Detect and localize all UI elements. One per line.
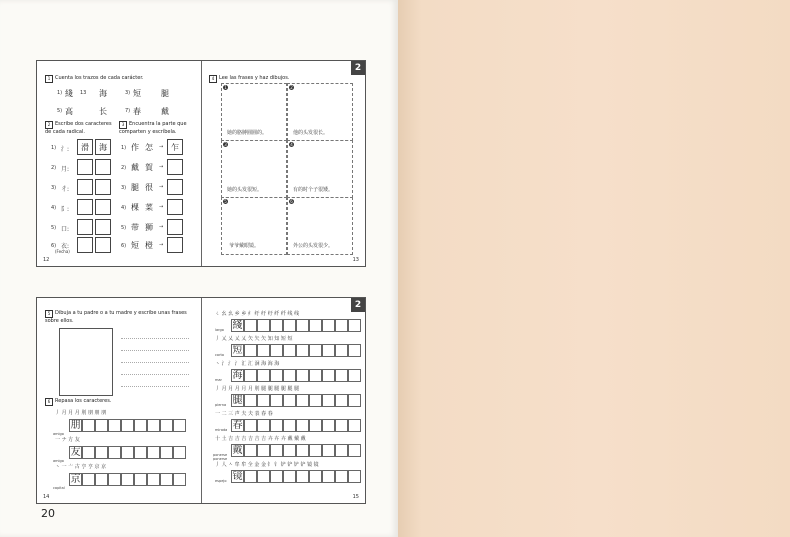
- exercise-text: Cuenta los trazos de cada carácter.: [55, 75, 144, 81]
- item-number: 6): [51, 243, 57, 249]
- item-number: 1): [51, 145, 57, 151]
- portrait-drawing-frame[interactable]: [59, 328, 113, 396]
- item-character: 橙: [145, 241, 153, 250]
- item-character: 很: [145, 183, 153, 192]
- answer-box[interactable]: [95, 237, 111, 253]
- exercise-text: Dibuja a tu padre o a tu madre y escribe unas frases sobre ellos.: [45, 310, 187, 324]
- item-character: 高: [65, 107, 73, 116]
- folio-number: 14: [43, 494, 50, 500]
- writing-line[interactable]: [121, 338, 189, 339]
- sentence-caption: 爷爷戴眼镜。: [229, 243, 260, 249]
- item-number: 2): [121, 165, 127, 171]
- model-character: 腿: [232, 395, 243, 406]
- item-circle: 1: [224, 85, 227, 90]
- stroke-order-sequence: 丶 氵 氵 氵 汇 汇 洄 海 海 海: [215, 361, 280, 367]
- radical-label: 月:: [61, 166, 70, 173]
- item-circle: 5: [224, 199, 227, 204]
- item-circle: 3: [224, 142, 227, 147]
- item-character: 带: [131, 223, 139, 232]
- page-number: 20: [41, 507, 55, 520]
- item-number: 1): [57, 90, 63, 96]
- arrow-icon: →: [159, 224, 164, 230]
- writing-line[interactable]: [121, 350, 189, 351]
- practice-grid-row[interactable]: [231, 470, 361, 483]
- spread-divider: [201, 298, 202, 503]
- folio-number: 12: [43, 257, 50, 263]
- arrow-icon: →: [159, 144, 164, 150]
- arrow-icon: →: [159, 204, 164, 210]
- stroke-count-answer: 13: [80, 90, 87, 96]
- radical-label: 衣:: [61, 243, 70, 250]
- model-character: 戴: [232, 445, 243, 456]
- writing-line[interactable]: [121, 386, 189, 387]
- character-meaning: mar: [215, 378, 222, 382]
- practice-grid-row[interactable]: [231, 419, 361, 432]
- item-character: 菜: [145, 203, 153, 212]
- exercise-text: Lee las frases y haz dibujos.: [219, 75, 290, 81]
- practice-grid-row[interactable]: [231, 344, 361, 357]
- arrow-icon: →: [159, 164, 164, 170]
- model-character: 友: [70, 447, 81, 458]
- model-character: 京: [70, 474, 81, 485]
- model-character: 镜: [232, 471, 243, 482]
- radical-label: 氵:: [61, 146, 70, 153]
- exercise-text: Repasa los caracteres.: [55, 398, 112, 404]
- answer-box[interactable]: [77, 159, 93, 175]
- radical-label: 阝:: [61, 206, 70, 213]
- model-character: 海: [232, 370, 243, 381]
- character-meaning: capital: [53, 486, 65, 490]
- item-character: 怎: [145, 143, 153, 152]
- item-number: 3): [51, 185, 57, 191]
- practice-grid-row[interactable]: [231, 394, 361, 407]
- date-note: (Fecha): [55, 249, 70, 254]
- item-character: 春: [133, 107, 141, 116]
- answer-character: 滑: [81, 143, 89, 152]
- item-number: 3): [121, 185, 127, 191]
- stroke-order-sequence: 丿 月 月 月 刖 朋 朋 朋: [55, 410, 107, 416]
- exercise-text: Encuentra la parte que comparten y escríbela.: [119, 121, 187, 135]
- practice-grid-row[interactable]: [231, 319, 361, 332]
- item-circle: 6: [290, 199, 293, 204]
- item-number: 4): [51, 205, 57, 211]
- answer-box[interactable]: [167, 159, 183, 175]
- item-character: 短: [131, 241, 139, 250]
- answer-box[interactable]: [167, 199, 183, 215]
- sentence-caption: 他的头发很长。: [293, 130, 329, 136]
- model-character: 短: [232, 345, 243, 356]
- character-meaning: corto: [215, 353, 225, 357]
- exercise-number: 6: [45, 398, 53, 406]
- answer-character: 乍: [171, 143, 179, 152]
- exercise-6-title: [45, 398, 195, 406]
- character-meaning: mirada: [215, 428, 228, 432]
- stroke-order-sequence: 丶 一 亠 古 亨 亨 京 京: [55, 464, 107, 470]
- item-number: 2): [51, 165, 57, 171]
- item-circle: 2: [290, 85, 293, 90]
- right-page-blank: [398, 0, 790, 537]
- sentence-caption: 有的时个子很矮。: [293, 187, 334, 193]
- workbook-spread-bottom: [36, 297, 366, 504]
- arrow-icon: →: [159, 242, 164, 248]
- answer-box[interactable]: [77, 139, 93, 155]
- item-character: 短: [133, 89, 141, 98]
- exercise-3-title: [119, 121, 197, 135]
- character-meaning: ponerse ponerse: [213, 453, 228, 461]
- unit-tab: 2: [351, 298, 365, 312]
- item-character: 腿: [131, 183, 139, 192]
- item-character: 狮: [145, 223, 153, 232]
- exercise-number: 4: [209, 75, 217, 83]
- radical-label: 口:: [61, 226, 70, 233]
- unit-tab: 2: [351, 61, 365, 75]
- exercise-5-title: [45, 310, 195, 324]
- item-number: 5): [51, 225, 57, 231]
- answer-box[interactable]: [95, 199, 111, 215]
- item-character: 长: [99, 107, 107, 116]
- item-character: 賀: [145, 163, 153, 172]
- character-meaning: amigo: [53, 459, 64, 463]
- answer-box[interactable]: [77, 179, 93, 195]
- item-number: 3): [125, 90, 131, 96]
- exercise-number: 2: [45, 121, 53, 129]
- arrow-icon: →: [159, 184, 164, 190]
- stroke-order-sequence: 丿 人 ㅅ 牟 牟 全 金 金 钅 钅 铲 铲 铲 铲 镜 镜: [215, 462, 319, 468]
- item-character: 腿: [161, 89, 169, 98]
- item-number: 7): [125, 108, 131, 114]
- character-meaning: pierna: [215, 403, 227, 407]
- item-character: 作: [131, 143, 139, 152]
- workbook-spread-top: [36, 60, 366, 267]
- answer-box[interactable]: [167, 179, 183, 195]
- spread-divider: [201, 61, 202, 266]
- exercise-number: 5: [45, 310, 53, 318]
- model-character: 綫: [232, 320, 243, 331]
- exercise-number: 1: [45, 75, 53, 83]
- item-character: 棵: [131, 203, 139, 212]
- practice-grid-row[interactable]: [69, 446, 189, 459]
- stroke-order-sequence: 十 土 吉 吉 吉 吉 吉 吉 卉 卉 卉 戴 戴 戴: [215, 436, 306, 442]
- sentence-caption: 外公的头发很少。: [293, 243, 334, 249]
- model-character: 春: [232, 420, 243, 431]
- answer-box[interactable]: [77, 199, 93, 215]
- item-character: 綫: [65, 89, 73, 98]
- writing-line[interactable]: [121, 374, 189, 375]
- practice-grid-row[interactable]: [231, 444, 361, 457]
- item-character: 戴: [131, 163, 139, 172]
- answer-box[interactable]: [77, 237, 93, 253]
- character-meaning: largo: [215, 328, 224, 332]
- folio-number: 15: [352, 494, 359, 500]
- answer-box[interactable]: [95, 179, 111, 195]
- answer-box[interactable]: [95, 219, 111, 235]
- radical-label: 彳:: [61, 186, 70, 193]
- answer-box[interactable]: [95, 159, 111, 175]
- answer-character: 海: [99, 143, 107, 152]
- exercise-2-title: [45, 121, 115, 135]
- sentence-caption: 她的头发很短。: [227, 187, 263, 193]
- character-meaning: espejo: [215, 479, 227, 483]
- item-character: 海: [99, 89, 107, 98]
- folio-number: 13: [352, 257, 359, 263]
- item-number: 5): [121, 225, 127, 231]
- sentence-caption: 她的胳膊圓圓的。: [227, 130, 268, 136]
- item-number: 1): [121, 145, 127, 151]
- exercise-1-title: [45, 75, 195, 83]
- item-number: 6): [121, 243, 127, 249]
- answer-box[interactable]: [167, 139, 183, 155]
- answer-box[interactable]: [167, 237, 183, 253]
- practice-grid-row[interactable]: [69, 473, 189, 486]
- stroke-order-sequence: 丿 乂 乂 乂 乂 矢 矢 矢 知 知 短 短: [215, 336, 293, 342]
- stroke-order-sequence: 一 二 三 声 夫 夫 表 春 春: [215, 411, 273, 417]
- answer-box[interactable]: [95, 139, 111, 155]
- stroke-order-sequence: ㄑ 幺 幺 乡 乡 纟 纡 纡 纡 纤 纤 线 线: [215, 311, 300, 317]
- item-number: 5): [57, 108, 63, 114]
- practice-grid-row[interactable]: [69, 419, 189, 432]
- answer-box[interactable]: [77, 219, 93, 235]
- stroke-order-sequence: 一 ナ 方 友: [55, 437, 80, 443]
- item-circle: 4: [290, 142, 293, 147]
- character-meaning: amigo: [53, 432, 64, 436]
- model-character: 朋: [70, 420, 81, 431]
- exercise-4-title: [209, 75, 359, 83]
- answer-box[interactable]: [167, 219, 183, 235]
- exercise-text: Escribe dos caracteres de cada radical.: [45, 121, 112, 135]
- practice-grid-row[interactable]: [231, 369, 361, 382]
- item-number: 4): [121, 205, 127, 211]
- writing-line[interactable]: [121, 362, 189, 363]
- exercise-number: 3: [119, 121, 127, 129]
- stroke-order-sequence: 丿 月 月 月 月 月 刖 腿 腿 腿 腿 腿 腿: [215, 386, 300, 392]
- item-character: 戴: [161, 107, 169, 116]
